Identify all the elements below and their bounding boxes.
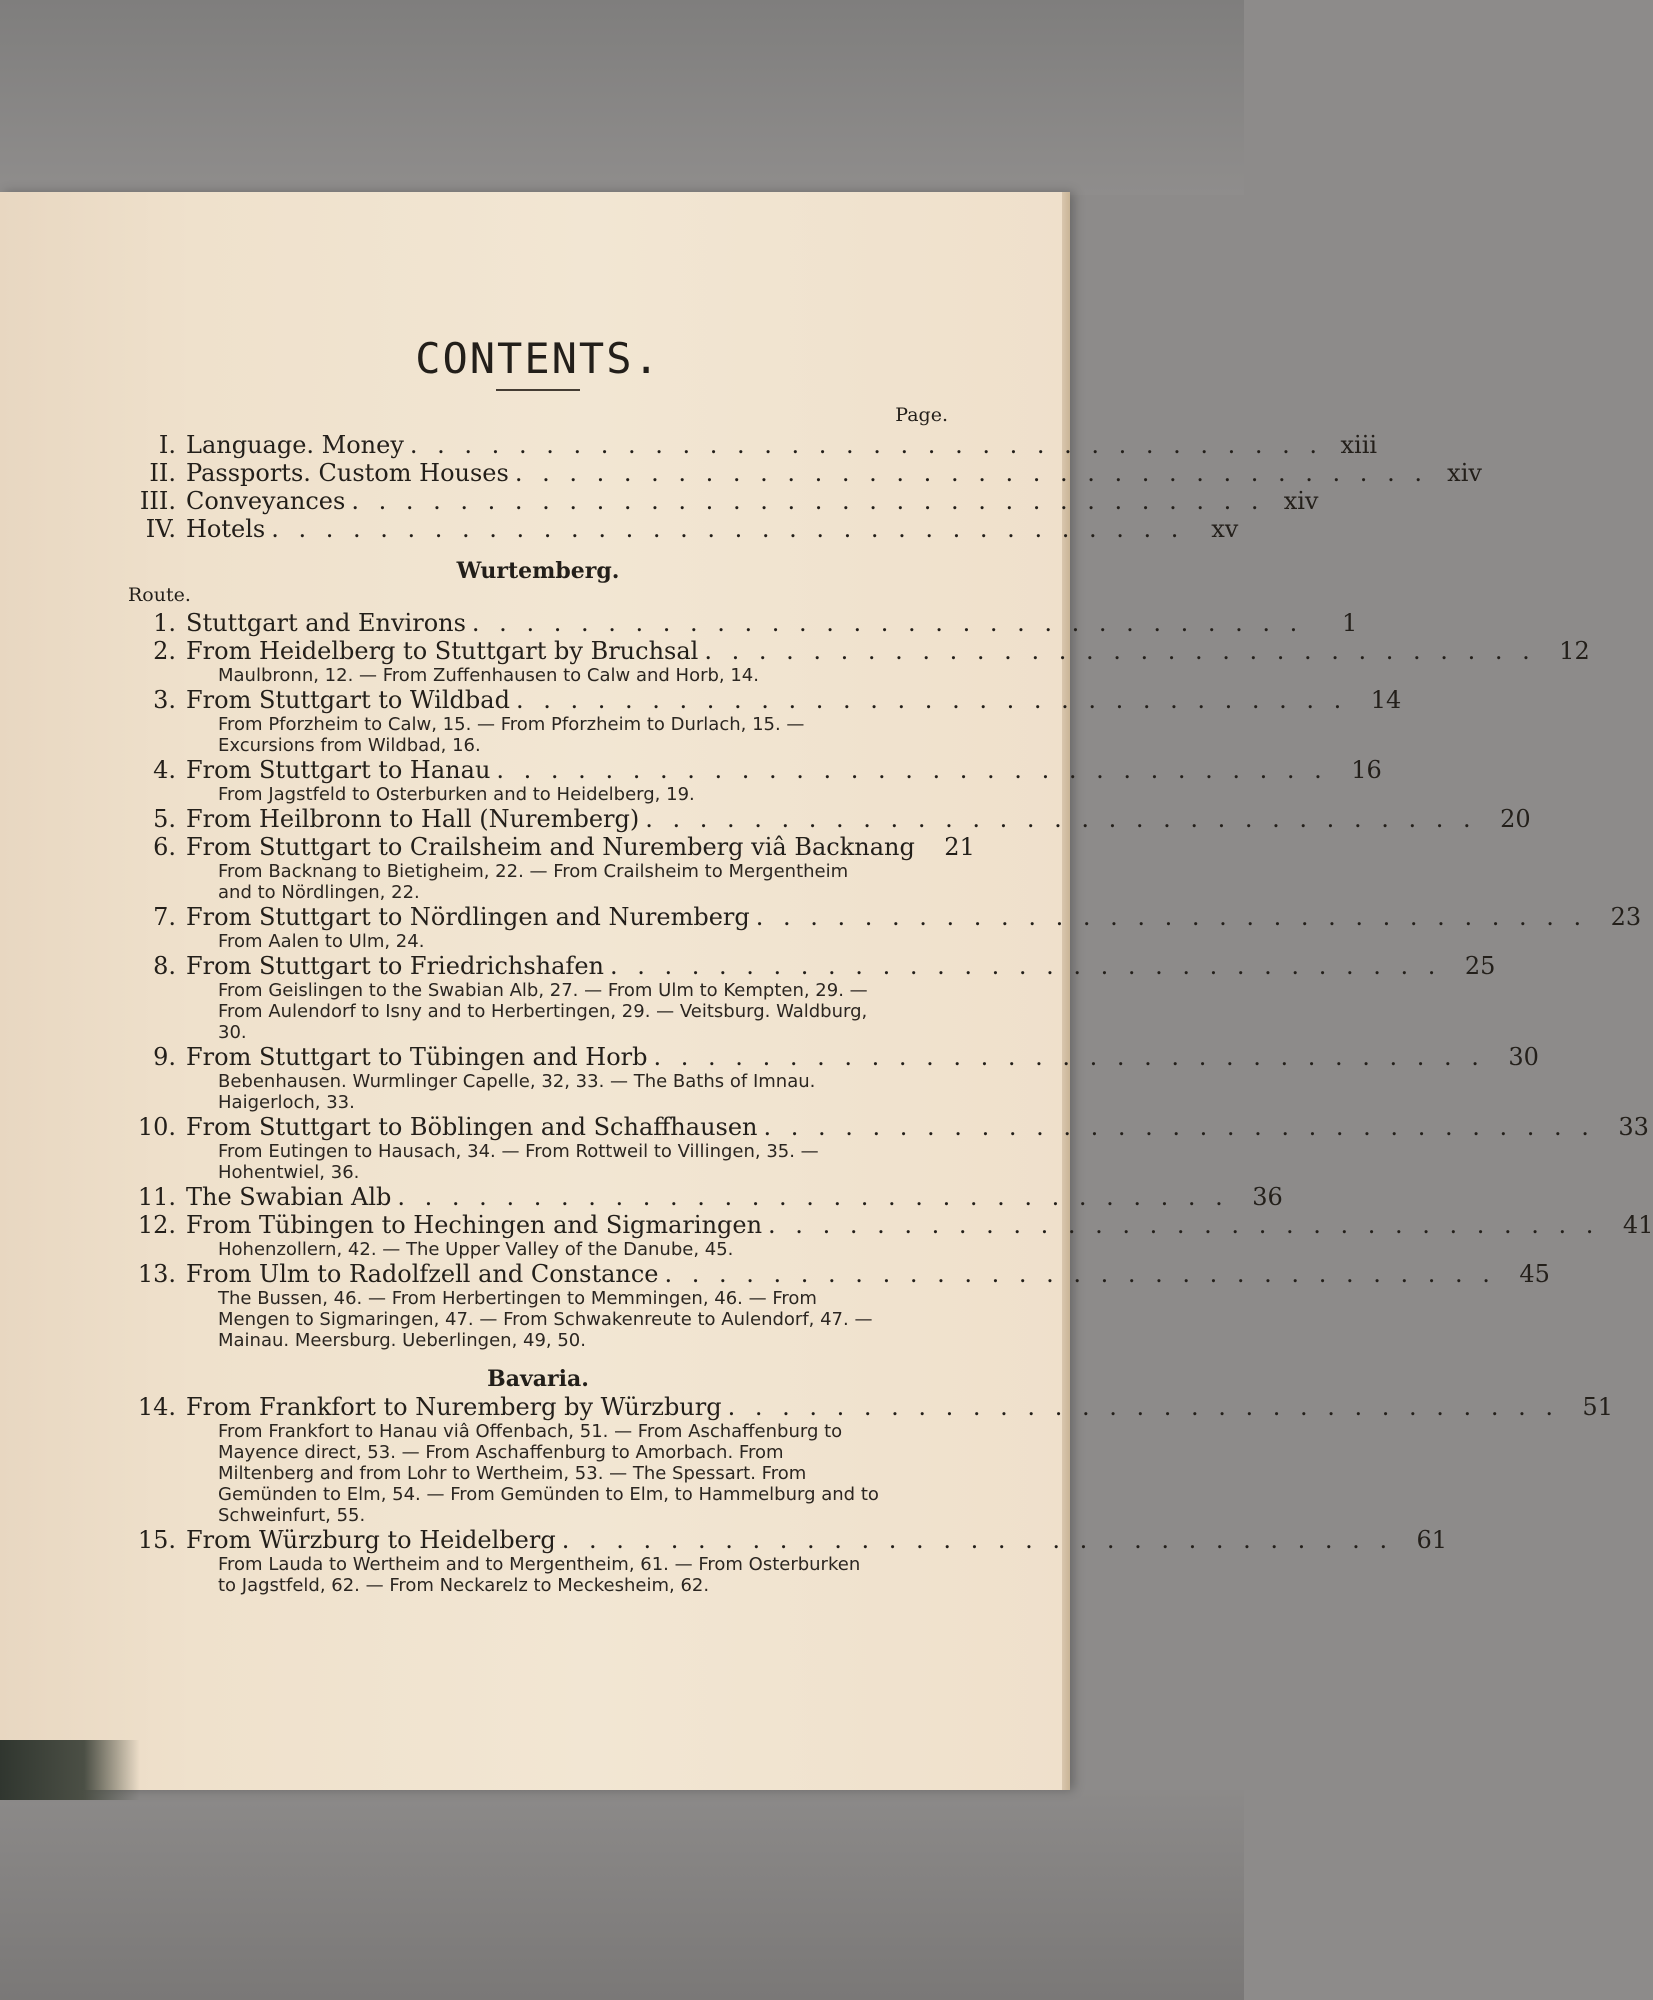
leader-dots: . . . . . . . . . . . . . . . . . . . . . . . . . . . . . . . (664, 1260, 1496, 1288)
route-number: 14. (137, 1393, 176, 1421)
route-title: The Swabian Alb (186, 1183, 392, 1211)
route-row (128, 1260, 1550, 1288)
leader-dots: . . . . . . . . . . . . . . . . . . . . . . . . . . . . . . . (768, 1211, 1600, 1239)
route-number: 10. (137, 1113, 176, 1141)
intro-list (128, 431, 1482, 543)
leader-dots: . . . . . . . . . . . . . . . . . . . . . . . . . . . . . . . (561, 1526, 1394, 1554)
leader-dots: . . . . . . . . . . . . . . . . . . . . . . . . . . . . . . . . . . (351, 487, 1265, 515)
route-subentries: From Aalen to Ulm, 24. (218, 931, 425, 952)
route-subentries: From Frankfort to Hanau viâ Offenbach, 51. — From Aschaffenburg to Mayence direct, 53. — From Aschaffenburg to Amorbach. From Miltenberg and from Lohr to Wertheim, 53. — The Spessart. From Gemünden to Elm, 54. — From Gemünden to Elm, to Hammelburg and to Schweinfurt, 55. (218, 1421, 879, 1526)
route-page: 21 (944, 833, 975, 861)
route-title: From Stuttgart to Hanau (186, 756, 491, 784)
intro-entry (128, 515, 1239, 543)
route-subentries: From Lauda to Wertheim and to Mergentheim, 61. — From Osterburken to Jagstfeld, 62. — From Neckarelz to Meckesheim, 62. (218, 1554, 861, 1596)
route-entry (128, 1183, 1283, 1211)
route-subentries: The Bussen, 46. — From Herbertingen to Memmingen, 46. — From Mengen to Sigmaringen, 47. — From Schwakenreute to Aulendorf, 47. — Mainau. Meersburg. Ueberlingen, 49, 50. (218, 1288, 873, 1351)
route-page: 25 (1464, 952, 1496, 980)
route-title: From Ulm to Radolfzell and Constance (186, 1260, 659, 1288)
route-page: 36 (1252, 1183, 1283, 1211)
entry-number: II. (149, 459, 176, 487)
route-number: 13. (137, 1260, 176, 1288)
route-number: 2. (153, 637, 176, 665)
page-column-label: Page. (895, 404, 948, 426)
entry-title: Passports. Custom Houses (186, 459, 509, 487)
route-row (128, 1043, 1539, 1071)
route-entry (128, 1113, 1649, 1183)
route-row (128, 609, 1358, 637)
route-number: 15. (137, 1526, 176, 1554)
entry-title: Language. Money (186, 431, 404, 459)
leader-dots: . . . . . . . . . . . . . . . . . . . . . . . . . . . . . . . (727, 1393, 1559, 1421)
entry-page: xiv (1283, 487, 1319, 515)
route-subentries: From Jagstfeld to Osterburken and to Heidelberg, 19. (218, 784, 695, 805)
route-row (128, 686, 1402, 714)
route-page: 12 (1559, 637, 1590, 665)
route-title: From Stuttgart to Tübingen and Horb (186, 1043, 648, 1071)
leader-dots: . . . . . . . . . . . . . . . . . . . . . . . . . . . . . . . . . . (271, 515, 1185, 543)
route-title: From Heidelberg to Stuttgart by Bruchsal (186, 637, 699, 665)
route-page: 61 (1416, 1526, 1448, 1554)
intro-entry (128, 431, 1378, 459)
leader-dots: . . . . . . . . . . . . . . . . . . . . . . . . . . . . . . . (704, 637, 1536, 665)
route-entry (128, 637, 1590, 686)
route-title: From Stuttgart to Böblingen and Schaffhausen (186, 1113, 758, 1141)
entry-page: xv (1211, 515, 1239, 543)
background-top (0, 0, 1244, 195)
route-title: From Würzburg to Heidelberg (186, 1526, 556, 1554)
route-row (128, 833, 975, 861)
contents-page (128, 334, 1653, 1596)
route-page: 33 (1618, 1113, 1649, 1141)
route-row (128, 952, 1496, 980)
route-page: 30 (1508, 1043, 1539, 1071)
leader-dots: . . . . . . . . . . . . . . . . . . . . . . . . . . . . . . . (653, 1043, 1485, 1071)
route-subentries: From Eutingen to Hausach, 34. — From Rottweil to Villingen, 35. — Hohentwiel, 36. (218, 1141, 819, 1183)
route-row (128, 1113, 1649, 1141)
leader-dots: . . . . . . . . . . . . . . . . . . . . . . . . . . . . . . . (645, 805, 1477, 833)
route-entry (128, 1393, 1613, 1526)
route-subentries: From Backnang to Bietigheim, 22. — From Crailsheim to Mergentheim and to Nördlingen, 22. (218, 861, 849, 903)
route-entry (128, 833, 975, 903)
route-title: From Stuttgart to Nördlingen and Nuremberg (186, 903, 750, 931)
route-subentries: Bebenhausen. Wurmlinger Capelle, 32, 33. — The Baths of Imnau. Haigerloch, 33. (218, 1071, 816, 1113)
book-spine (0, 1740, 140, 1800)
leader-dots: . . . . . . . . . . . . . . . . . . . . . . . . . . . . . . . (609, 952, 1442, 980)
route-entry (128, 1043, 1539, 1113)
leader-dots: . . . . . . . . . . . . . . . . . . . . . . . . . . . . . . . . . . (409, 431, 1324, 459)
route-number: 4. (153, 756, 176, 784)
route-page: 14 (1370, 686, 1402, 714)
route-number: 5. (153, 805, 176, 833)
route-number: 3. (153, 686, 176, 714)
section-heading: Bavaria. (487, 1366, 589, 1392)
section-heading: Wurtemberg. (456, 558, 620, 584)
route-row (128, 637, 1590, 665)
route-entry (128, 1526, 1448, 1596)
leader-dots: . . . . . . . . . . . . . . . . . . . . . . . . . . . . . . . (515, 686, 1348, 714)
route-row (128, 1526, 1448, 1554)
route-list-wurtemberg (128, 609, 1653, 1351)
route-entry (128, 609, 1358, 637)
route-entry (128, 805, 1531, 833)
route-subentries: Maulbronn, 12. — From Zuffenhausen to Calw and Horb, 14. (218, 665, 759, 686)
route-number: 12. (137, 1211, 176, 1239)
leader-dots: . . . . . . . . . . . . . . . . . . . . . . . . . . . . . . . (496, 756, 1328, 784)
entry-number: I. (158, 431, 176, 459)
route-number: 6. (153, 833, 176, 861)
route-title: From Stuttgart to Wildbad (186, 686, 510, 714)
route-title: From Stuttgart to Crailsheim and Nuremberg viâ Backnang (186, 833, 915, 861)
route-entry (128, 1211, 1653, 1260)
route-row (128, 1183, 1283, 1211)
leader-dots: . . . . . . . . . . . . . . . . . . . . . . . . . . . . . . . (755, 903, 1588, 931)
route-entry (128, 686, 1402, 756)
entry-title: Conveyances (186, 487, 346, 515)
route-page: 23 (1610, 903, 1642, 931)
route-page: 45 (1519, 1260, 1550, 1288)
leader-dots: . . . . . . . . . . . . . . . . . . . . . . . . . . . . . . . (397, 1183, 1229, 1211)
title-rule (496, 389, 580, 391)
route-subentries: From Geislingen to the Swabian Alb, 27. — From Ulm to Kempten, 29. — From Aulendorf to Isny and to Herbertingen, 29. — Veitsburg. Waldburg, 30. (218, 980, 868, 1043)
entry-title: Hotels (186, 515, 266, 543)
route-entry (128, 756, 1382, 805)
route-row (128, 1393, 1613, 1421)
route-page: 41 (1622, 1211, 1653, 1239)
route-number: 8. (153, 952, 176, 980)
route-list-bavaria (128, 1393, 1613, 1596)
route-title: From Heilbronn to Hall (Nuremberg) (186, 805, 640, 833)
intro-entry (128, 459, 1482, 487)
intro-entry (128, 487, 1319, 515)
leader-dots: . . . . . . . . . . . . . . . . . . . . . . . . . . . . . . . (471, 609, 1304, 637)
route-page: 51 (1582, 1393, 1613, 1421)
route-number: 11. (137, 1183, 176, 1211)
route-title: From Tübingen to Hechingen and Sigmaringen (186, 1211, 763, 1239)
route-column-label: Route. (128, 584, 191, 606)
route-entry (128, 1260, 1550, 1351)
background-bottom (0, 1790, 1244, 2000)
leader-dots: . . . . . . . . . . . . . . . . . . . . . . . . . . . . . . . . . . (514, 459, 1428, 487)
entry-number: III. (139, 487, 176, 515)
route-entry (128, 952, 1496, 1043)
entry-page: xiv (1447, 459, 1482, 487)
route-row (128, 805, 1531, 833)
route-row (128, 756, 1382, 784)
route-number: 9. (153, 1043, 176, 1071)
route-page: 16 (1351, 756, 1382, 784)
route-subentries: From Pforzheim to Calw, 15. — From Pforzheim to Durlach, 15. — Excursions from Wildbad, 16. (218, 714, 805, 756)
route-number: 7. (153, 903, 176, 931)
route-row (128, 1211, 1653, 1239)
route-title: From Stuttgart to Friedrichshafen (186, 952, 604, 980)
route-subentries: Hohenzollern, 42. — The Upper Valley of the Danube, 45. (218, 1239, 734, 1260)
page-title: CONTENTS. (415, 334, 661, 383)
route-title: From Frankfort to Nuremberg by Würzburg (186, 1393, 722, 1421)
route-page: 20 (1500, 805, 1531, 833)
entry-page: xiii (1340, 431, 1378, 459)
entry-number: IV. (145, 515, 176, 543)
route-title: Stuttgart and Environs (186, 609, 466, 637)
route-entry (128, 903, 1642, 952)
route-row (128, 903, 1642, 931)
leader-dots: . . . . . . . . . . . . . . . . . . . . . . . . . . . . . . . (763, 1113, 1595, 1141)
route-page: 1 (1342, 609, 1358, 637)
route-number: 1. (153, 609, 176, 637)
